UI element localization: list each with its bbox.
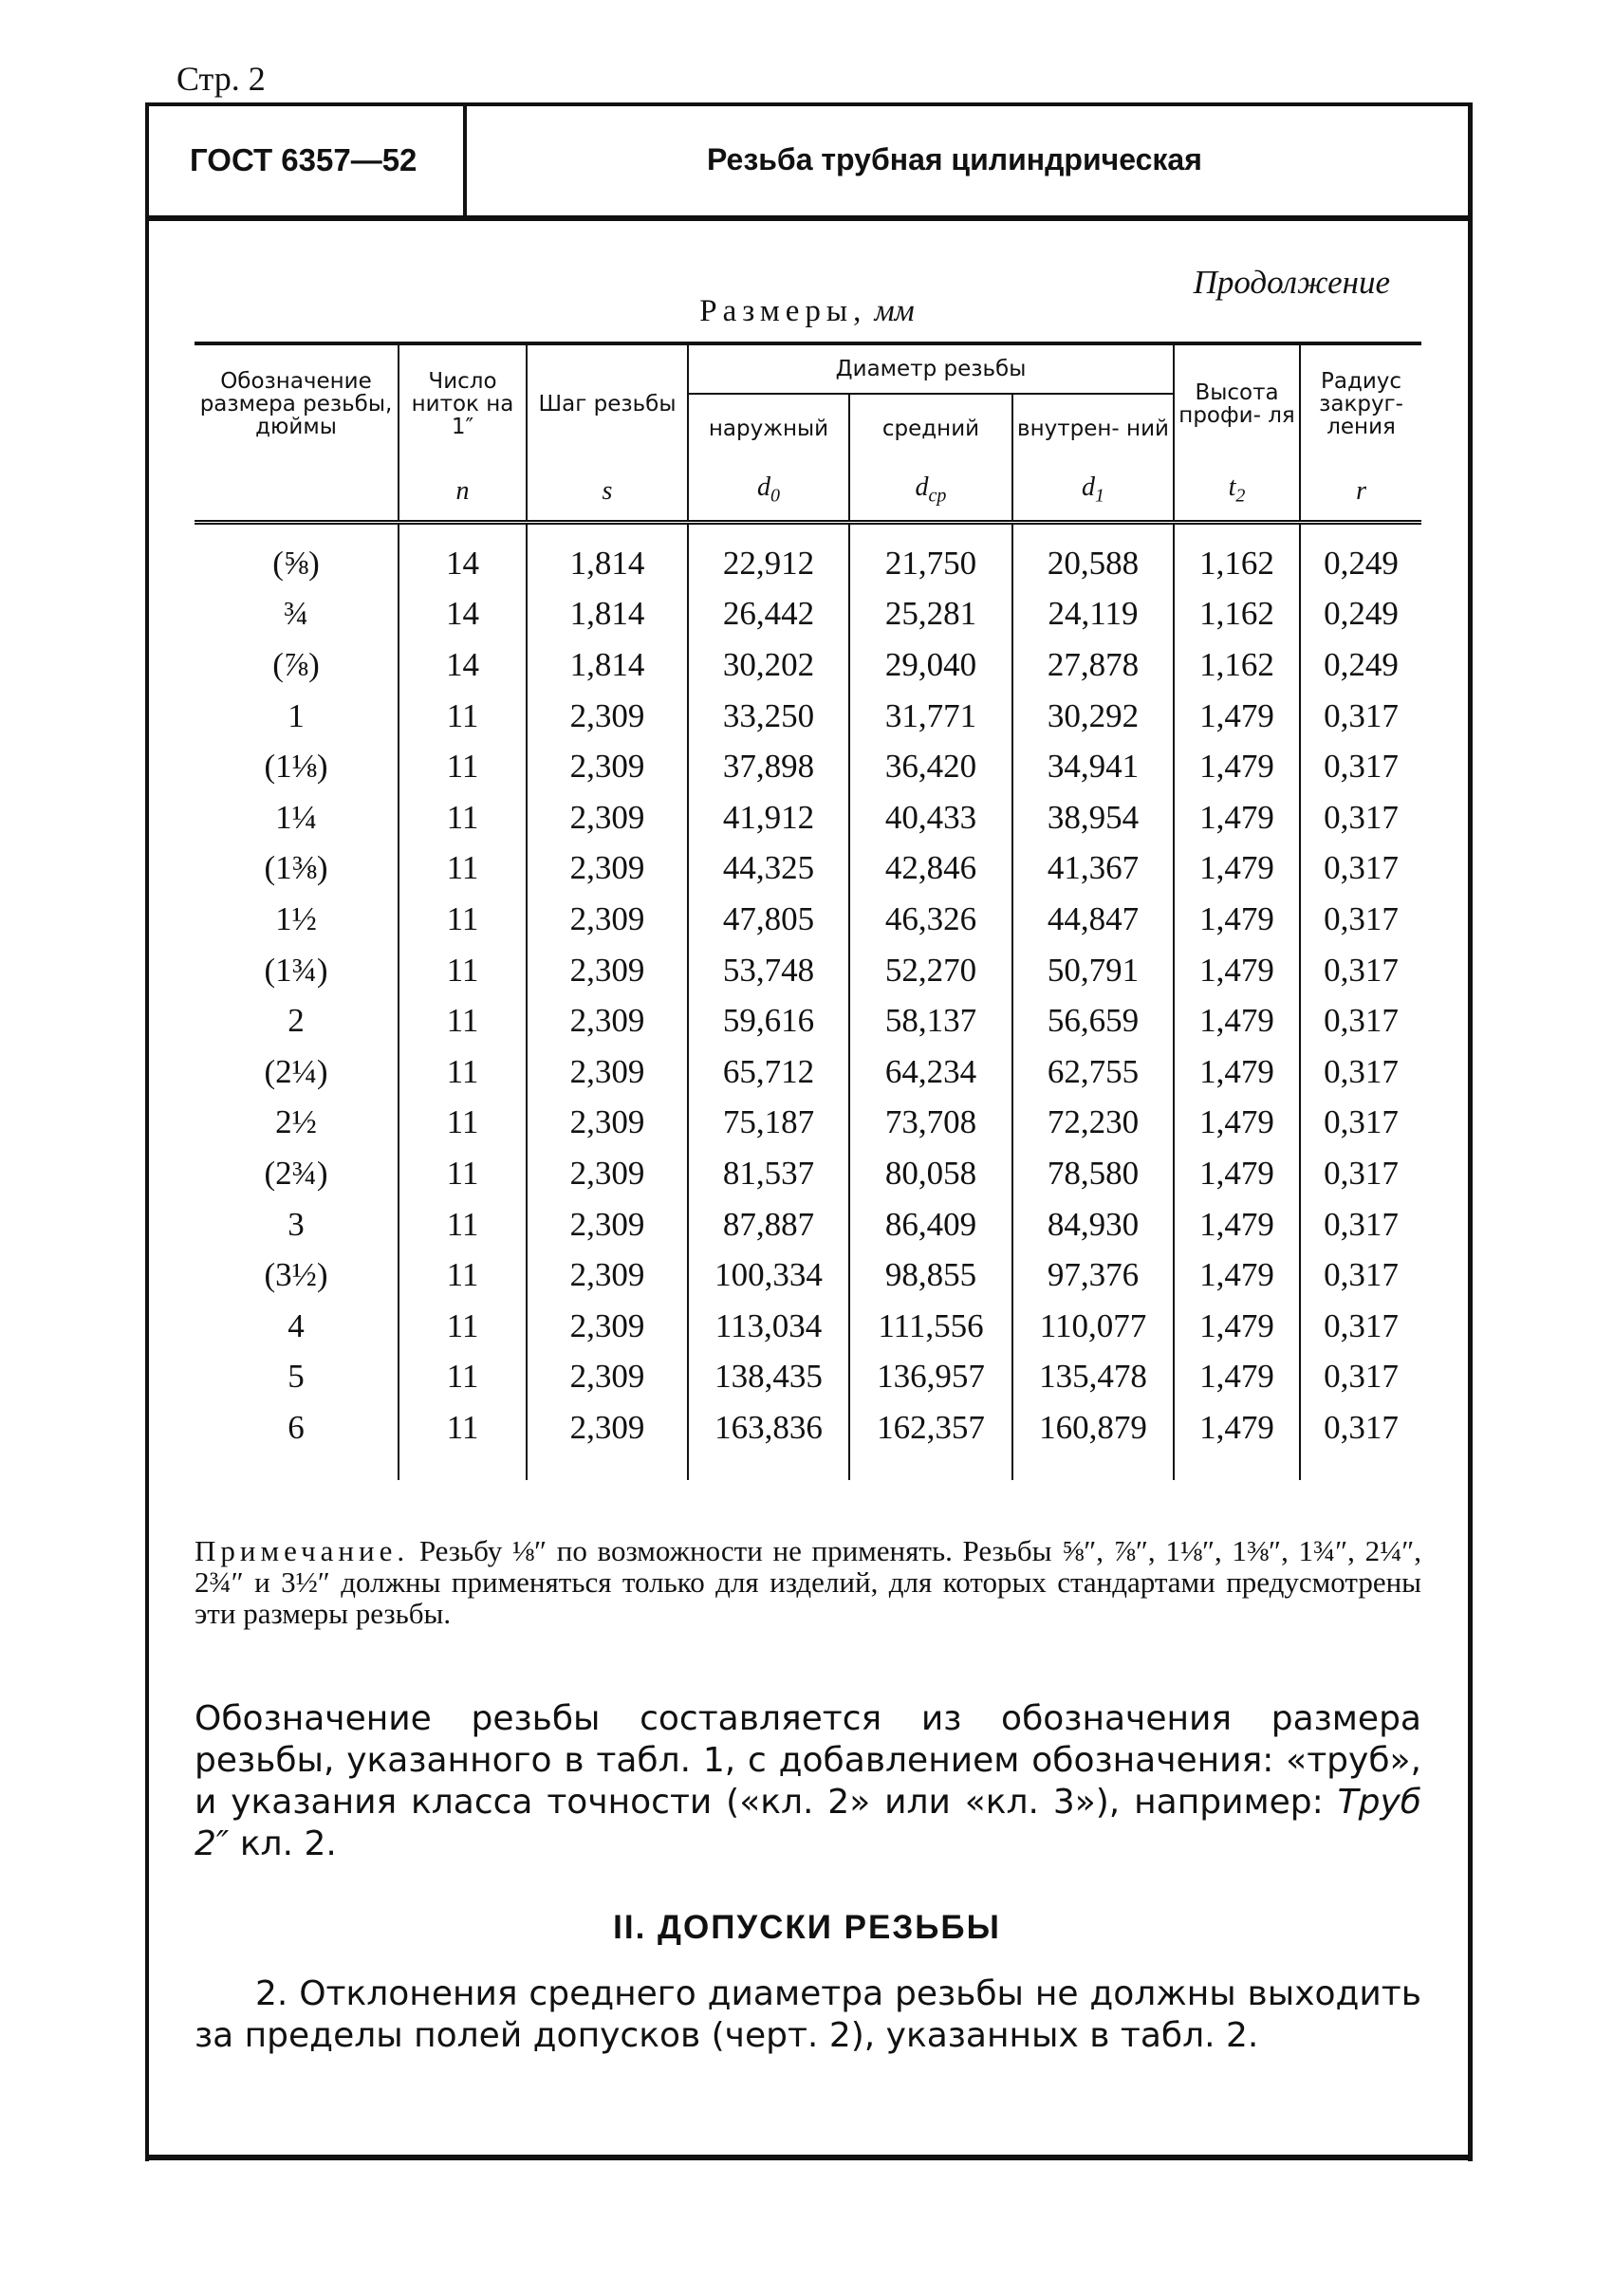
cell-mean-diameter: 40,433 [849,792,1012,843]
cell-radius: 0,317 [1300,691,1421,742]
cell-radius: 0,317 [1300,792,1421,843]
symbol-t: $t_2$ [1174,463,1300,523]
note-text: Резьбу ⅛″ по возможности не применять. Резьбы ⅝″, ⅞″, 1⅛″, 1⅜″, 1¾″, 2¼″, 2¾″ и 3½″ должны применяться только для изделий, для которых стандартами предусмотрены эти размеры резьбы. [195,1534,1422,1630]
cell-size: (1⅜) [264,849,328,887]
table-body [195,523,1421,1480]
table-note [195,1535,1421,1629]
table-row [195,1402,1421,1480]
dimensions-caption [0,294,1614,329]
table-row [195,1301,1421,1352]
cell-mean-diameter: 36,420 [849,741,1012,792]
cell-inner-diameter: 20,588 [1012,523,1174,589]
cell-threads: 11 [399,1301,527,1352]
cell-threads: 11 [399,894,527,945]
cell-threads: 11 [399,1148,527,1199]
cell-size: 1 [288,696,305,734]
cell-outer-diameter: 163,836 [688,1402,849,1480]
cell-pitch: 2,309 [527,843,688,895]
cell-threads: 11 [399,1098,527,1149]
cell-pitch: 1,814 [527,639,688,691]
cell-size: 1¼ [275,798,317,836]
cell-radius: 0,317 [1300,1352,1421,1403]
cell-mean-diameter: 86,409 [849,1199,1012,1250]
symbol-r: r [1300,463,1421,523]
cell-mean-diameter: 29,040 [849,639,1012,691]
cell-profile-height: 1,162 [1174,639,1300,691]
cell-radius: 0,317 [1300,1148,1421,1199]
cell-profile-height: 1,479 [1174,1148,1300,1199]
table-row [195,1199,1421,1250]
dimensions-unit: мм [874,294,915,328]
cell-pitch: 2,309 [527,1199,688,1250]
cell-inner-diameter: 56,659 [1012,995,1174,1046]
cell-threads: 11 [399,1402,527,1480]
header-pitch: Шаг резьбы [527,343,688,463]
cell-pitch: 2,309 [527,995,688,1046]
cell-radius: 0,317 [1300,945,1421,996]
frame-left-rule [145,102,149,2161]
cell-profile-height: 1,479 [1174,843,1300,895]
cell-profile-height: 1,479 [1174,1046,1300,1098]
cell-size: 1½ [275,899,317,937]
cell-outer-diameter: 100,334 [688,1250,849,1301]
cell-threads: 11 [399,945,527,996]
table-row [195,691,1421,742]
cell-threads: 11 [399,1046,527,1098]
cell-threads: 11 [399,691,527,742]
cell-outer-diameter: 113,034 [688,1301,849,1352]
cell-size: ¾ [283,595,309,633]
header-mean: средний [849,394,1012,463]
cell-mean-diameter: 58,137 [849,995,1012,1046]
cell-outer-diameter: 81,537 [688,1148,849,1199]
header-top-rule [145,102,1473,106]
cell-size: (⅞) [272,645,320,683]
cell-threads: 11 [399,1250,527,1301]
frame-right-rule [1468,102,1473,2161]
cell-inner-diameter: 44,847 [1012,894,1174,945]
cell-radius: 0,317 [1300,894,1421,945]
designation-text: Обозначение резьбы составляется из обозначения размера резьбы, указанного в табл. 1, с добавлением обозначения: «труб», и указания класса точности («кл. 2» или «кл. 3»), например: [195,1699,1421,1822]
table-row [195,843,1421,895]
cell-radius: 0,317 [1300,1046,1421,1098]
cell-inner-diameter: 34,941 [1012,741,1174,792]
cell-mean-diameter: 46,326 [849,894,1012,945]
header-divider [463,102,467,216]
cell-outer-diameter: 75,187 [688,1098,849,1149]
cell-profile-height: 1,479 [1174,1199,1300,1250]
cell-profile-height: 1,479 [1174,1301,1300,1352]
cell-inner-diameter: 84,930 [1012,1199,1174,1250]
cell-outer-diameter: 65,712 [688,1046,849,1098]
cell-outer-diameter: 138,435 [688,1352,849,1403]
cell-mean-diameter: 80,058 [849,1148,1012,1199]
cell-pitch: 2,309 [527,945,688,996]
cell-threads: 11 [399,792,527,843]
cell-threads: 11 [399,995,527,1046]
cell-outer-diameter: 37,898 [688,741,849,792]
cell-size: (⅝) [272,544,320,582]
cell-mean-diameter: 162,357 [849,1402,1012,1480]
cell-radius: 0,317 [1300,1402,1421,1480]
cell-profile-height: 1,479 [1174,741,1300,792]
cell-size: 6 [288,1408,305,1446]
cell-mean-diameter: 98,855 [849,1250,1012,1301]
table-row [195,589,1421,640]
table-row [195,792,1421,843]
cell-radius: 0,317 [1300,1098,1421,1149]
cell-inner-diameter: 30,292 [1012,691,1174,742]
cell-pitch: 2,309 [527,1352,688,1403]
continued-label: Продолжение [1193,264,1390,301]
cell-threads: 11 [399,741,527,792]
cell-inner-diameter: 78,580 [1012,1148,1174,1199]
symbol-s: s [527,463,688,523]
cell-outer-diameter: 87,887 [688,1199,849,1250]
cell-inner-diameter: 72,230 [1012,1098,1174,1149]
cell-mean-diameter: 111,556 [849,1301,1012,1352]
cell-pitch: 2,309 [527,894,688,945]
cell-inner-diameter: 62,755 [1012,1046,1174,1098]
designation-example-tail: кл. 2. [239,1824,337,1863]
cell-pitch: 2,309 [527,1301,688,1352]
document-title: Резьба трубная цилиндрическая [707,142,1202,176]
table-row [195,1352,1421,1403]
cell-threads: 11 [399,1352,527,1403]
cell-outer-diameter: 22,912 [688,523,849,589]
cell-threads: 14 [399,589,527,640]
cell-outer-diameter: 47,805 [688,894,849,945]
symbol-dcp: $d_{ср}$ [849,463,1012,523]
cell-radius: 0,317 [1300,1301,1421,1352]
page-number: Стр. 2 [176,60,266,98]
cell-inner-diameter: 41,367 [1012,843,1174,895]
cell-pitch: 2,309 [527,691,688,742]
header-outer: наружный [688,394,849,463]
cell-profile-height: 1,479 [1174,1250,1300,1301]
cell-mean-diameter: 73,708 [849,1098,1012,1149]
cell-profile-height: 1,479 [1174,894,1300,945]
cell-pitch: 2,309 [527,1098,688,1149]
cell-profile-height: 1,479 [1174,792,1300,843]
cell-pitch: 2,309 [527,1250,688,1301]
cell-pitch: 2,309 [527,1046,688,1098]
cell-radius: 0,317 [1300,1250,1421,1301]
symbol-size [195,463,399,523]
cell-profile-height: 1,479 [1174,1402,1300,1480]
header-bottom-rule [145,215,1473,221]
cell-radius: 0,249 [1300,523,1421,589]
cell-profile-height: 1,162 [1174,523,1300,589]
thread-dimensions-table [195,342,1421,1480]
cell-profile-height: 1,479 [1174,945,1300,996]
cell-profile-height: 1,479 [1174,691,1300,742]
cell-size: (2¾) [264,1154,328,1192]
cell-profile-height: 1,479 [1174,1352,1300,1403]
table-row [195,639,1421,691]
cell-size: 2 [288,1002,305,1040]
cell-mean-diameter: 25,281 [849,589,1012,640]
cell-pitch: 2,309 [527,1402,688,1480]
cell-outer-diameter: 53,748 [688,945,849,996]
cell-threads: 11 [399,843,527,895]
designation-example: Труб 2″ [195,1783,1421,1863]
cell-size: 2½ [275,1103,317,1141]
frame-bottom-rule [145,2155,1473,2160]
cell-size: 5 [288,1358,305,1396]
cell-inner-diameter: 24,119 [1012,589,1174,640]
cell-inner-diameter: 110,077 [1012,1301,1174,1352]
symbol-n: n [399,463,527,523]
cell-mean-diameter: 64,234 [849,1046,1012,1098]
cell-size: (3½) [264,1256,328,1294]
table-row [195,894,1421,945]
cell-radius: 0,317 [1300,843,1421,895]
cell-outer-diameter: 30,202 [688,639,849,691]
header-size: Обозначение размера резьбы, дюймы [199,369,393,439]
section-title: II. ДОПУСКИ РЕЗЬБЫ [613,1909,1001,1946]
cell-radius: 0,249 [1300,589,1421,640]
cell-size: (1⅛) [264,748,328,786]
cell-inner-diameter: 27,878 [1012,639,1174,691]
cell-inner-diameter: 38,954 [1012,792,1174,843]
cell-size: 4 [288,1306,305,1344]
cell-radius: 0,317 [1300,995,1421,1046]
cell-size: 3 [288,1205,305,1243]
header-inner: внутрен- ний [1012,394,1174,463]
cell-mean-diameter: 52,270 [849,945,1012,996]
header-radius: Радиус закруг- ления [1300,343,1421,463]
cell-inner-diameter: 135,478 [1012,1352,1174,1403]
cell-pitch: 2,309 [527,792,688,843]
cell-size: (2¼) [264,1052,328,1090]
cell-profile-height: 1,479 [1174,1098,1300,1149]
cell-radius: 0,317 [1300,741,1421,792]
cell-mean-diameter: 21,750 [849,523,1012,589]
table-row [195,1250,1421,1301]
cell-inner-diameter: 160,879 [1012,1402,1174,1480]
designation-paragraph [195,1698,1421,1865]
tolerance-paragraph: 2. Отклонения среднего диаметра резьбы не должны выходить за пределы полей допусков (черт. 2), указанных в табл. 2. [195,1974,1421,2055]
cell-pitch: 2,309 [527,741,688,792]
cell-inner-diameter: 50,791 [1012,945,1174,996]
dimensions-label: Размеры, [699,294,867,328]
cell-radius: 0,249 [1300,639,1421,691]
cell-threads: 11 [399,1199,527,1250]
table-row [195,1148,1421,1199]
cell-mean-diameter: 42,846 [849,843,1012,895]
cell-mean-diameter: 31,771 [849,691,1012,742]
symbol-d1: $d_1$ [1012,463,1174,523]
cell-pitch: 1,814 [527,589,688,640]
header-threads: Число ниток на 1″ [399,343,527,463]
cell-profile-height: 1,162 [1174,589,1300,640]
cell-outer-diameter: 26,442 [688,589,849,640]
cell-radius: 0,317 [1300,1199,1421,1250]
cell-outer-diameter: 44,325 [688,843,849,895]
cell-pitch: 1,814 [527,523,688,589]
cell-threads: 14 [399,639,527,691]
table-row [195,995,1421,1046]
cell-size: (1¾) [264,951,328,989]
cell-threads: 14 [399,523,527,589]
table-row [195,523,1421,589]
cell-outer-diameter: 41,912 [688,792,849,843]
cell-outer-diameter: 59,616 [688,995,849,1046]
table-row [195,1098,1421,1149]
document-code: ГОСТ 6357—52 [190,142,417,177]
table-row [195,1046,1421,1098]
header-diameter-group: Диаметр резьбы [688,343,1174,394]
cell-profile-height: 1,479 [1174,995,1300,1046]
cell-outer-diameter: 33,250 [688,691,849,742]
cell-mean-diameter: 136,957 [849,1352,1012,1403]
symbol-d0: $d_0$ [688,463,849,523]
cell-pitch: 2,309 [527,1148,688,1199]
cell-inner-diameter: 97,376 [1012,1250,1174,1301]
table-row [195,945,1421,996]
note-label: Примечание. [195,1534,410,1567]
table-row [195,741,1421,792]
header-height: Высота профи- ля [1174,343,1300,463]
